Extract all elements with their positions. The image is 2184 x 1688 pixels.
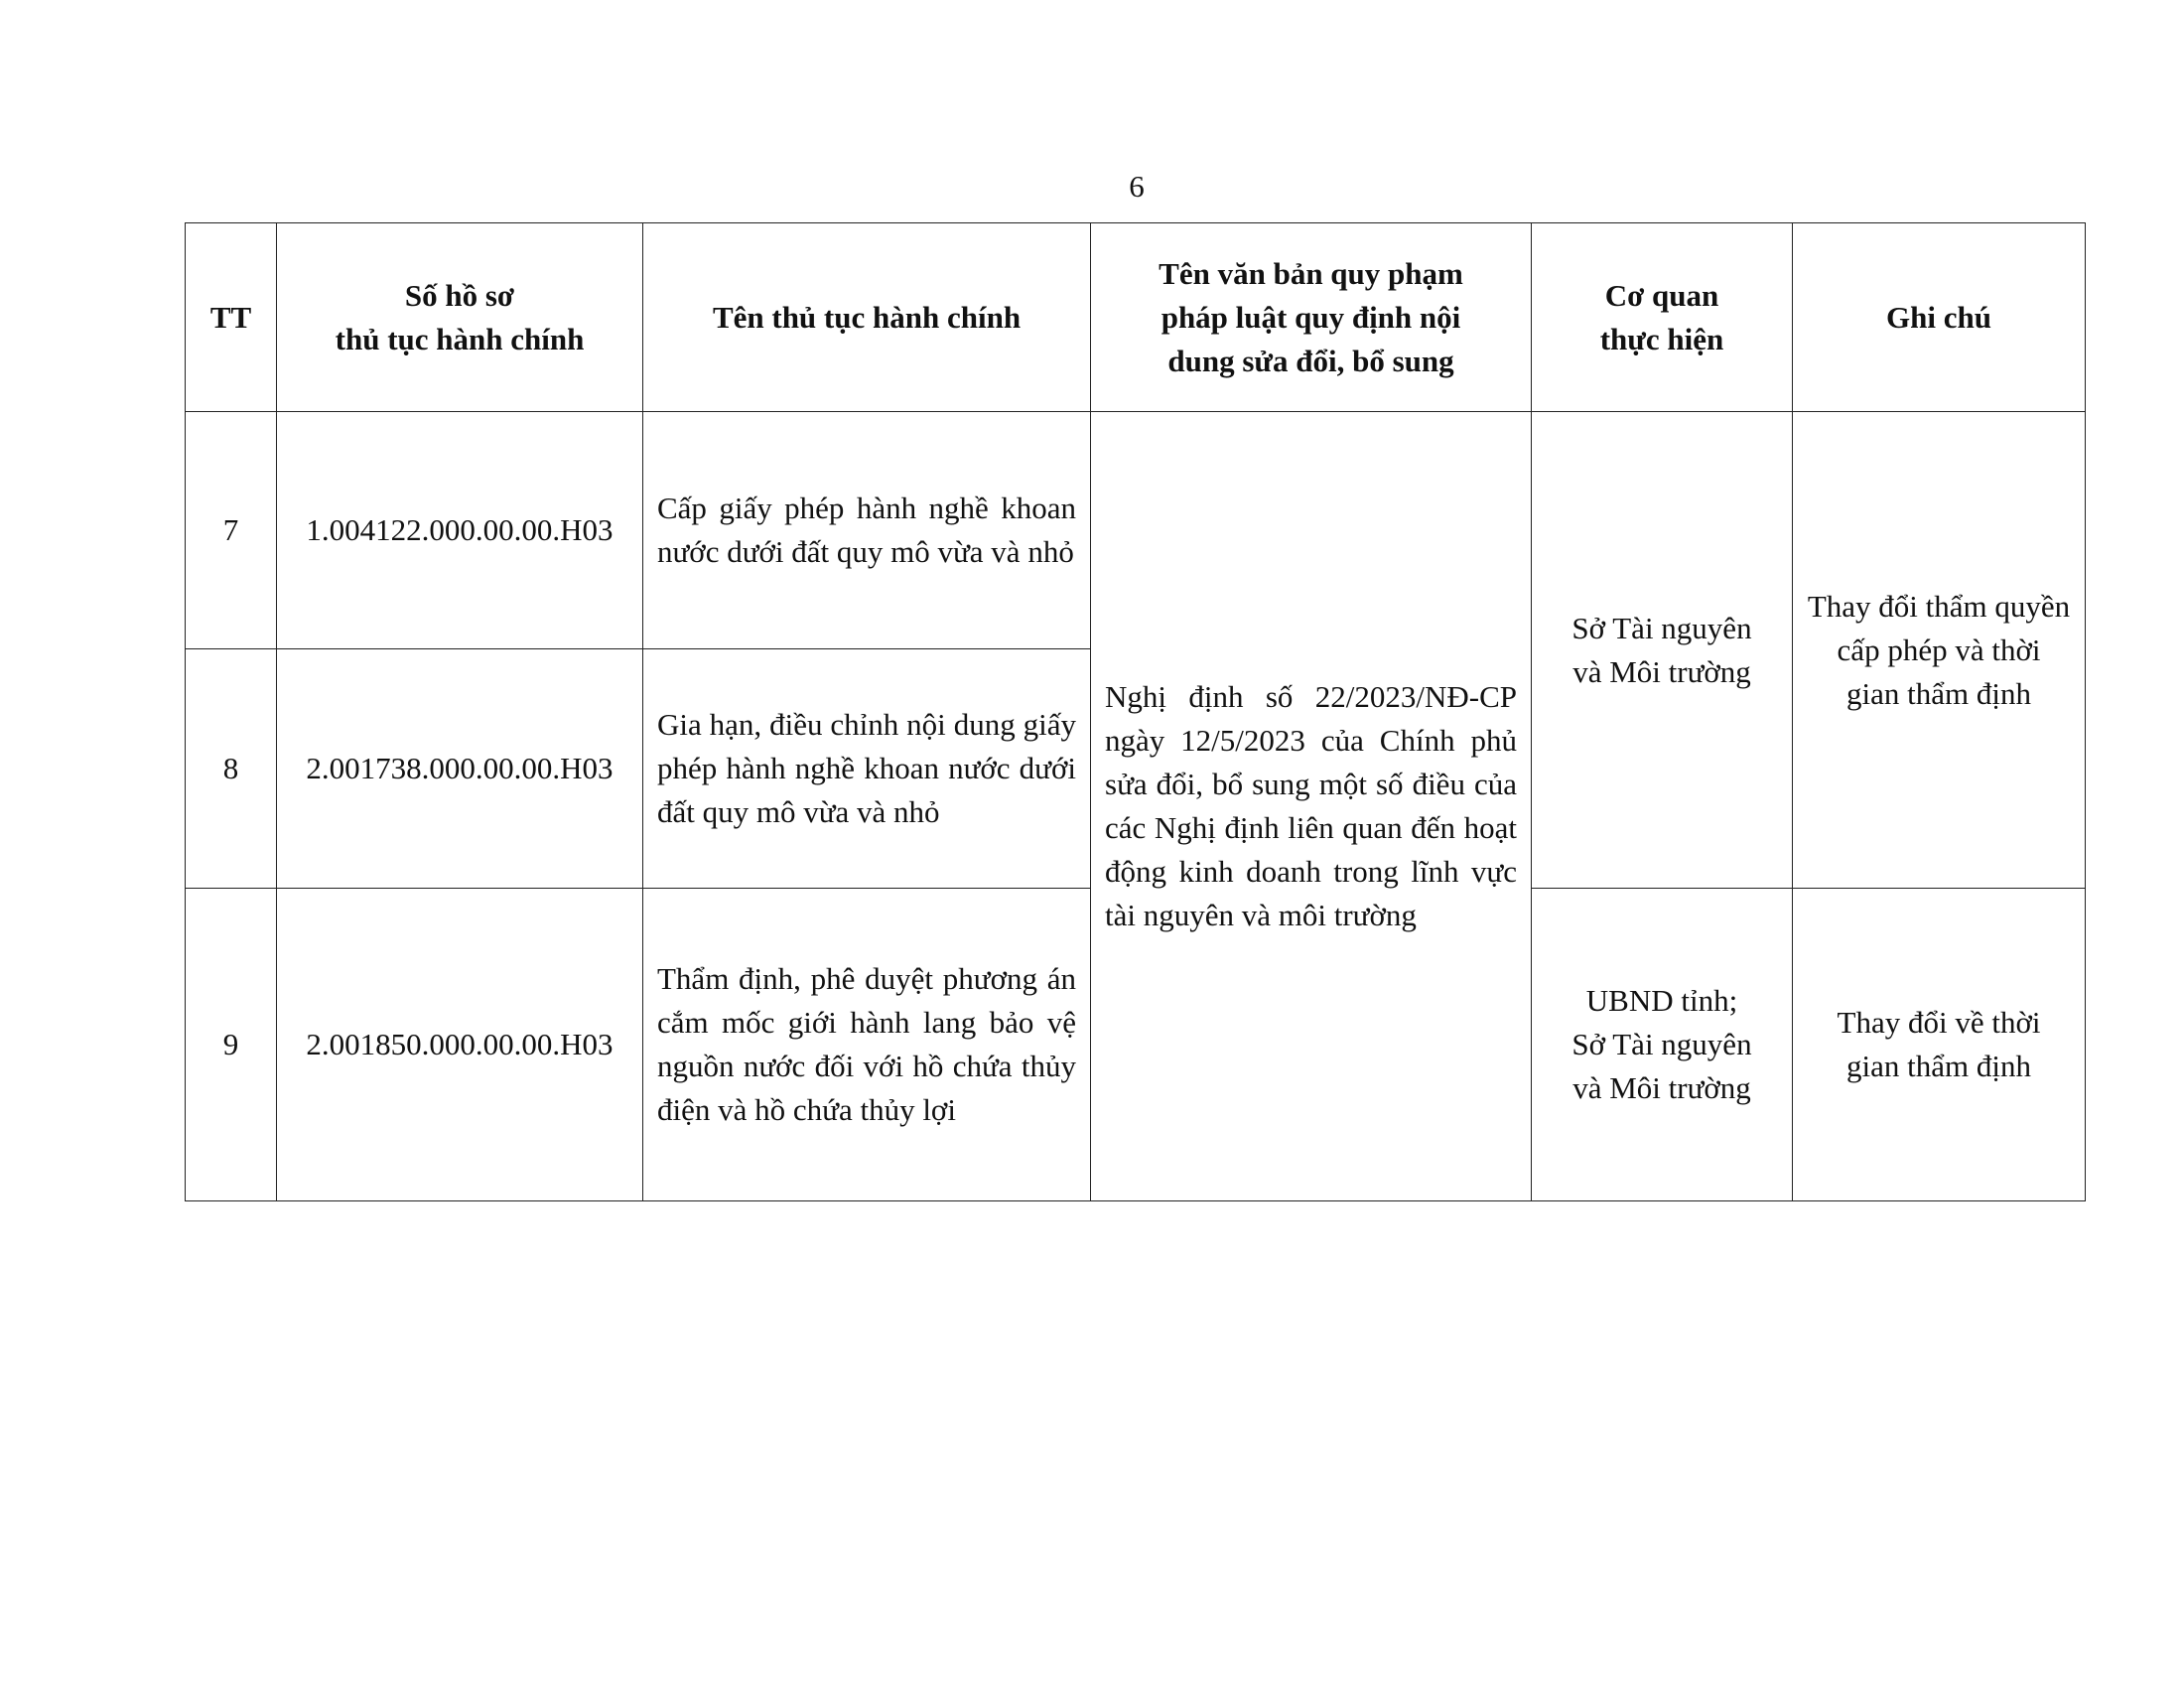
table-row	[186, 412, 2086, 649]
header-record-number-line1: Số hồ sơ	[404, 277, 515, 313]
header-agency-line2: thực hiện	[1599, 321, 1724, 356]
row-procedure-name: Thẩm định, phê duyệt phương án cắm mốc giới hành lang bảo vệ nguồn nước đối với hồ chứa thủy điện và hồ chứa thủy lợi	[643, 889, 1091, 1201]
header-note-label: Ghi chú	[1886, 299, 1991, 335]
header-agency	[1532, 223, 1793, 412]
agency-group-2-line2: Sở Tài nguyên	[1571, 1027, 1752, 1061]
header-tt-label: TT	[209, 299, 252, 335]
row-record-number: 2.001738.000.00.00.H03	[277, 649, 643, 889]
row-tt: 8	[186, 649, 277, 889]
agency-group-1-line1: Sở Tài nguyên	[1571, 610, 1752, 645]
header-note	[1793, 223, 2086, 412]
page-number: 6	[1129, 169, 1145, 204]
row-tt: 9	[186, 889, 277, 1201]
header-legal-document-line3: dung sửa đổi, bổ sung	[1167, 343, 1454, 378]
agency-cell-group-2	[1532, 889, 1793, 1201]
header-legal-document-line1: Tên văn bản quy phạm	[1159, 255, 1463, 291]
header-record-number	[277, 223, 643, 412]
legal-document-cell: Nghị định số 22/2023/NĐ-CP ngày 12/5/2023 của Chính phủ sửa đổi, bổ sung một số điều của các Nghị định liên quan đến hoạt động kinh doanh trong lĩnh vực tài nguyên và môi trường	[1091, 412, 1532, 1201]
note-cell-group-1: Thay đổi thẩm quyền cấp phép và thời gian thẩm định	[1793, 412, 2086, 889]
header-legal-document-line2: pháp luật quy định nội	[1160, 299, 1461, 335]
table-header-row	[186, 223, 2086, 412]
header-agency-line1: Cơ quan	[1604, 277, 1719, 313]
procedures-table	[185, 222, 2086, 1201]
agency-cell-group-1	[1532, 412, 1793, 889]
header-procedure-name	[643, 223, 1091, 412]
row-tt: 7	[186, 412, 277, 649]
agency-group-2-line3: và Môi trường	[1572, 1070, 1751, 1105]
agency-group-1-line2: và Môi trường	[1572, 653, 1751, 689]
header-legal-document	[1091, 223, 1532, 412]
header-tt	[186, 223, 277, 412]
header-record-number-line2: thủ tục hành chính	[335, 321, 585, 356]
row-record-number: 1.004122.000.00.00.H03	[277, 412, 643, 649]
row-procedure-name: Gia hạn, điều chỉnh nội dung giấy phép hành nghề khoan nước dưới đất quy mô vừa và nhỏ	[643, 649, 1091, 889]
note-cell-group-2: Thay đổi về thời gian thẩm định	[1793, 889, 2086, 1201]
agency-group-2-line1: UBND tỉnh;	[1585, 983, 1738, 1018]
row-record-number: 2.001850.000.00.00.H03	[277, 889, 643, 1201]
row-procedure-name: Cấp giấy phép hành nghề khoan nước dưới đất quy mô vừa và nhỏ	[643, 412, 1091, 649]
header-procedure-name-label: Tên thủ tục hành chính	[712, 299, 1022, 335]
